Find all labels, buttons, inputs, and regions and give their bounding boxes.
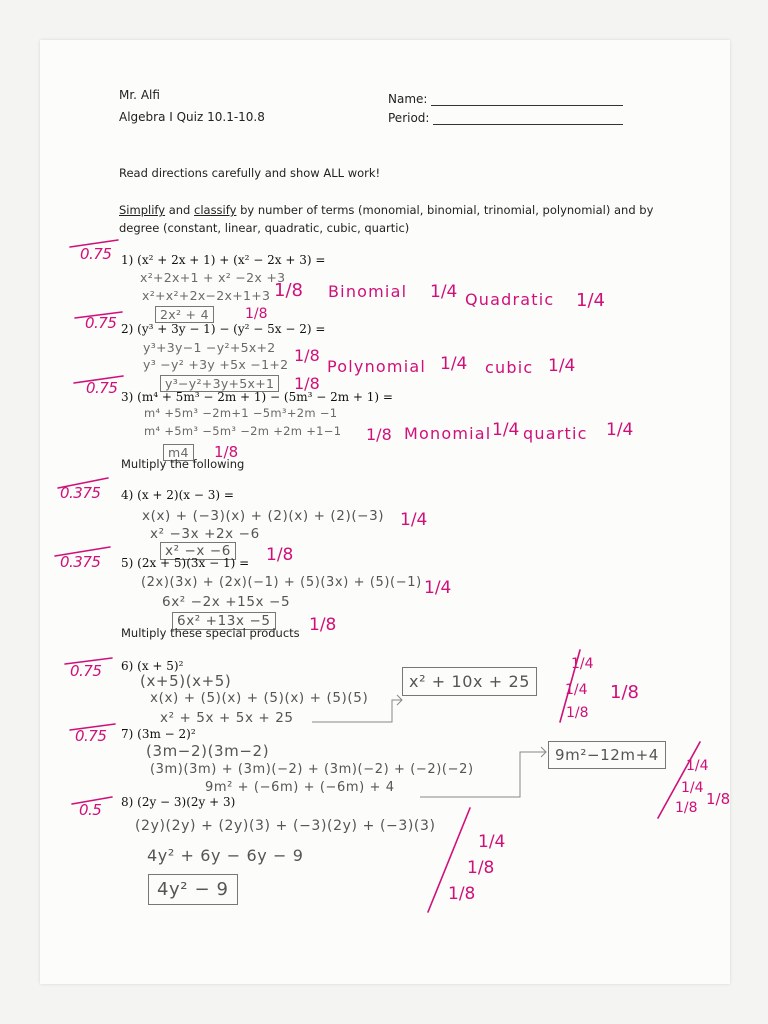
p1-work-2: x²+x²+2x−2x+1+3 xyxy=(142,288,271,303)
instructions-rest: by number of terms (monomial, binomial, trinomial, polynomial) and by xyxy=(240,203,654,217)
p1-class-degree: Quadratic xyxy=(465,290,555,309)
p7-work-1: (3m−2)(3m−2) xyxy=(146,742,270,760)
p2-mark-answer: 1/8 xyxy=(294,374,320,393)
p1-score: 0.75 xyxy=(80,245,112,263)
p4-work-2: x² −3x +2x −6 xyxy=(150,526,260,542)
period-field xyxy=(388,111,623,125)
p5-work-2: 6x² −2x +15x −5 xyxy=(162,594,291,610)
p7-mark-2: 1/4 xyxy=(681,780,704,796)
instructions-line2: degree (constant, linear, quadratic, cubic, quartic) xyxy=(119,221,410,235)
p7-score: 0.75 xyxy=(75,727,107,745)
p5-mark-answer: 1/8 xyxy=(309,615,337,635)
instructions-line1 xyxy=(119,203,653,217)
p4-mark-answer: 1/8 xyxy=(266,545,294,565)
p2-work-2: y³ −y² +3y +5x −1+2 xyxy=(143,357,289,372)
p8-score: 0.5 xyxy=(79,801,102,819)
p8-question: 8) (2y − 3)(2y + 3) xyxy=(121,795,236,809)
p3-mark-answer: 1/8 xyxy=(214,443,239,461)
p1-mark-answer: 1/8 xyxy=(245,306,268,322)
period-blank xyxy=(433,112,623,125)
p3-question: 3) (m⁴ + 5m³ − 2m + 1) − (5m³ − 2m + 1) = xyxy=(121,390,393,404)
period-label: Period: xyxy=(388,111,430,125)
p3-mark-terms: 1/4 xyxy=(492,420,520,440)
p3-mark-work: 1/8 xyxy=(366,425,392,444)
p5-mark-work: 1/4 xyxy=(424,578,452,598)
and-word: and xyxy=(168,203,191,217)
p2-class-terms: Polynomial xyxy=(327,357,426,376)
p2-answer: y³−y²+3y+5x+1 xyxy=(160,375,279,392)
p4-work-1: x(x) + (−3)(x) + (2)(x) + (2)(−3) xyxy=(142,508,385,524)
classify-word: classify xyxy=(194,203,237,217)
name-field xyxy=(388,92,623,106)
p3-answer: m4 xyxy=(163,444,194,461)
name-blank xyxy=(431,93,623,106)
p2-class-degree: cubic xyxy=(485,358,534,377)
p5-score: 0.375 xyxy=(60,553,101,571)
p1-work-1: x²+2x+1 + x² −2x +3 xyxy=(140,270,286,285)
p6-score: 0.75 xyxy=(70,662,102,680)
course-title: Algebra I Quiz 10.1-10.8 xyxy=(119,110,265,124)
p3-work-2: m⁴ +5m³ −5m³ −2m +2m +1−1 xyxy=(144,424,342,438)
p1-mark-work: 1/8 xyxy=(274,280,303,301)
p6-mark-3: 1/8 xyxy=(610,682,639,703)
p3-mark-degree: 1/4 xyxy=(606,420,634,440)
name-label: Name: xyxy=(388,92,428,106)
p7-mark-3: 1/8 xyxy=(706,790,731,808)
p7-answer: 9m²−12m+4 xyxy=(548,741,666,769)
p8-mark-3: 1/8 xyxy=(448,884,476,904)
p8-mark-2: 1/8 xyxy=(467,858,495,878)
p1-answer: 2x² + 4 xyxy=(155,306,214,323)
p1-class-terms: Binomial xyxy=(328,282,408,301)
simplify-word: Simplify xyxy=(119,203,166,217)
p6-answer: x² + 10x + 25 xyxy=(402,667,537,696)
p1-mark-terms: 1/4 xyxy=(430,282,458,302)
p3-work-1: m⁴ +5m³ −2m+1 −5m³+2m −1 xyxy=(144,406,338,420)
p1-question: 1) (x² + 2x + 1) + (x² − 2x + 3) = xyxy=(121,253,326,267)
p8-mark-1: 1/4 xyxy=(478,832,506,852)
p2-mark-terms: 1/4 xyxy=(440,354,468,374)
p4-score: 0.375 xyxy=(60,484,101,502)
teacher-name: Mr. Alfi xyxy=(119,88,160,102)
section-special: Multiply these special products xyxy=(121,626,300,640)
p1-mark-degree: 1/4 xyxy=(576,290,605,311)
p5-answer: 6x² +13x −5 xyxy=(172,612,276,630)
p6-work-1: (x+5)(x+5) xyxy=(140,672,232,690)
p5-work-1: (2x)(3x) + (2x)(−1) + (5)(3x) + (5)(−1) xyxy=(141,575,422,590)
p8-work-2: 4y² + 6y − 6y − 9 xyxy=(147,846,304,865)
p2-mark-degree: 1/4 xyxy=(548,356,576,376)
p4-mark-work: 1/4 xyxy=(400,510,428,530)
p6-work-3: x² + 5x + 5x + 25 xyxy=(160,710,294,726)
p3-class-terms: Monomial xyxy=(404,424,492,443)
p2-question: 2) (y³ + 3y − 1) − (y² − 5x − 2) = xyxy=(121,322,326,336)
p6-mark-2: 1/4 xyxy=(565,682,588,698)
p6-mark-1: 1/4 xyxy=(571,656,594,672)
p7-question: 7) (3m − 2)² xyxy=(121,727,196,741)
p4-question: 4) (x + 2)(x − 3) = xyxy=(121,488,234,502)
directions: Read directions carefully and show ALL work! xyxy=(119,166,381,180)
p8-work-1: (2y)(2y) + (2y)(3) + (−3)(2y) + (−3)(3) xyxy=(135,818,436,834)
p6-mark-4: 1/8 xyxy=(566,705,589,721)
p7-mark-1: 1/4 xyxy=(686,758,709,774)
p8-answer: 4y² − 9 xyxy=(148,874,238,905)
p6-question: 6) (x + 5)² xyxy=(121,659,184,673)
p2-score: 0.75 xyxy=(85,314,117,332)
p7-work-3: 9m² + (−6m) + (−6m) + 4 xyxy=(205,780,395,795)
p4-answer: x² −x −6 xyxy=(160,542,236,560)
p7-mark-4: 1/8 xyxy=(675,800,698,816)
p3-score: 0.75 xyxy=(86,379,118,397)
p2-work-1: y³+3y−1 −y²+5x+2 xyxy=(143,340,276,355)
section-multiply: Multiply the following xyxy=(121,457,245,471)
p7-work-2: (3m)(3m) + (3m)(−2) + (3m)(−2) + (−2)(−2) xyxy=(150,762,474,777)
p2-mark-work: 1/8 xyxy=(294,346,320,365)
p6-work-2: x(x) + (5)(x) + (5)(x) + (5)(5) xyxy=(150,690,369,706)
p3-class-degree: quartic xyxy=(523,424,588,443)
p5-question: 5) (2x + 5)(3x − 1) = xyxy=(121,556,250,570)
